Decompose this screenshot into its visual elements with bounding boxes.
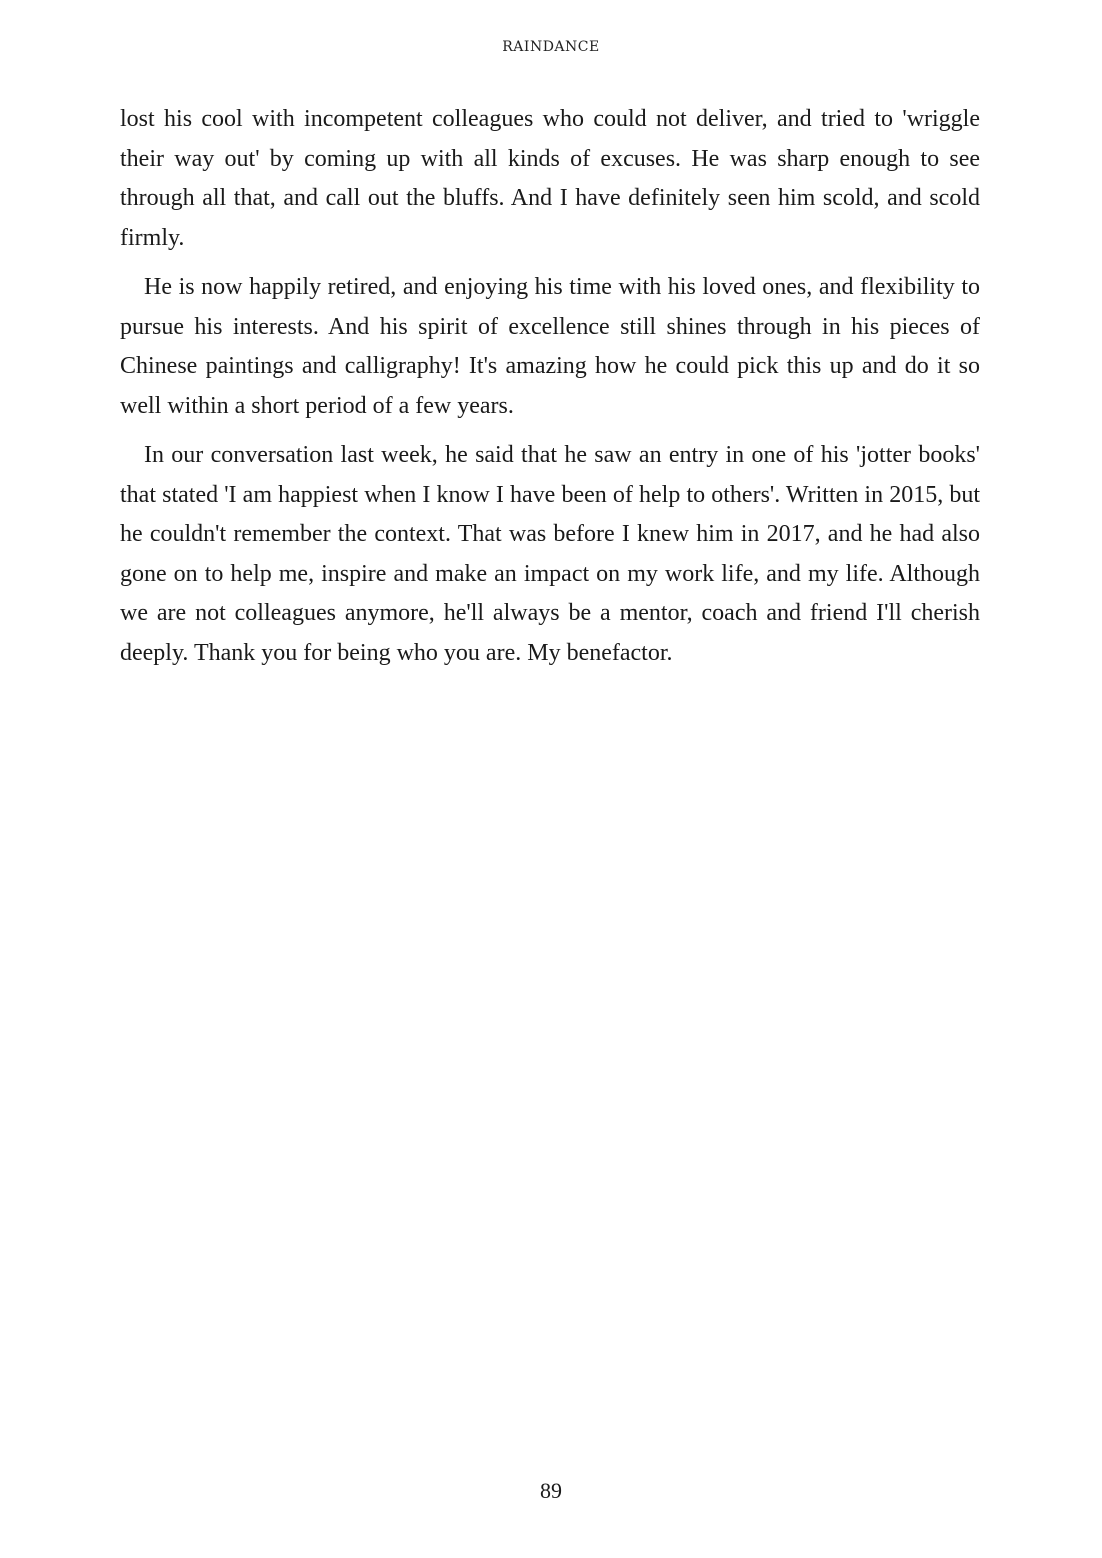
body-text — [120, 100, 980, 683]
paragraph-retirement: He is now happily retired, and enjoying his time with his loved ones, and flexibility to pursue his interests. And his spirit of excellence still shines through in his pieces of Chinese paintings and calligraphy! It's amazing how he could pick this up and do it so well within a short period of a few years. — [120, 274, 980, 419]
paragraph-conversation: In our conversation last week, he said that he saw an entry in one of his 'jotter books' that stated 'I am happiest when I know I have been of help to others'. Written in 2015, but he couldn't remember the context. That was before I knew him in 2017, and he had also gone on to help me, inspire and make an impact on my work life, and my life. Although we are not colleagues anymore, he'll always be a mentor, coach and friend I'll cherish deeply. Thank you for being who you are. My benefactor. — [120, 442, 980, 666]
page-number: 89 — [540, 1478, 562, 1503]
paragraph-continued: lost his cool with incompetent colleagues who could not deliver, and tried to 'wriggle their way out' by coming up with all kinds of excuses. He was sharp enough to see through all that, and call out the bluffs. And I have definitely seen him scold, and scold firmly. — [120, 106, 980, 251]
running-header: RAINDANCE — [502, 39, 600, 55]
